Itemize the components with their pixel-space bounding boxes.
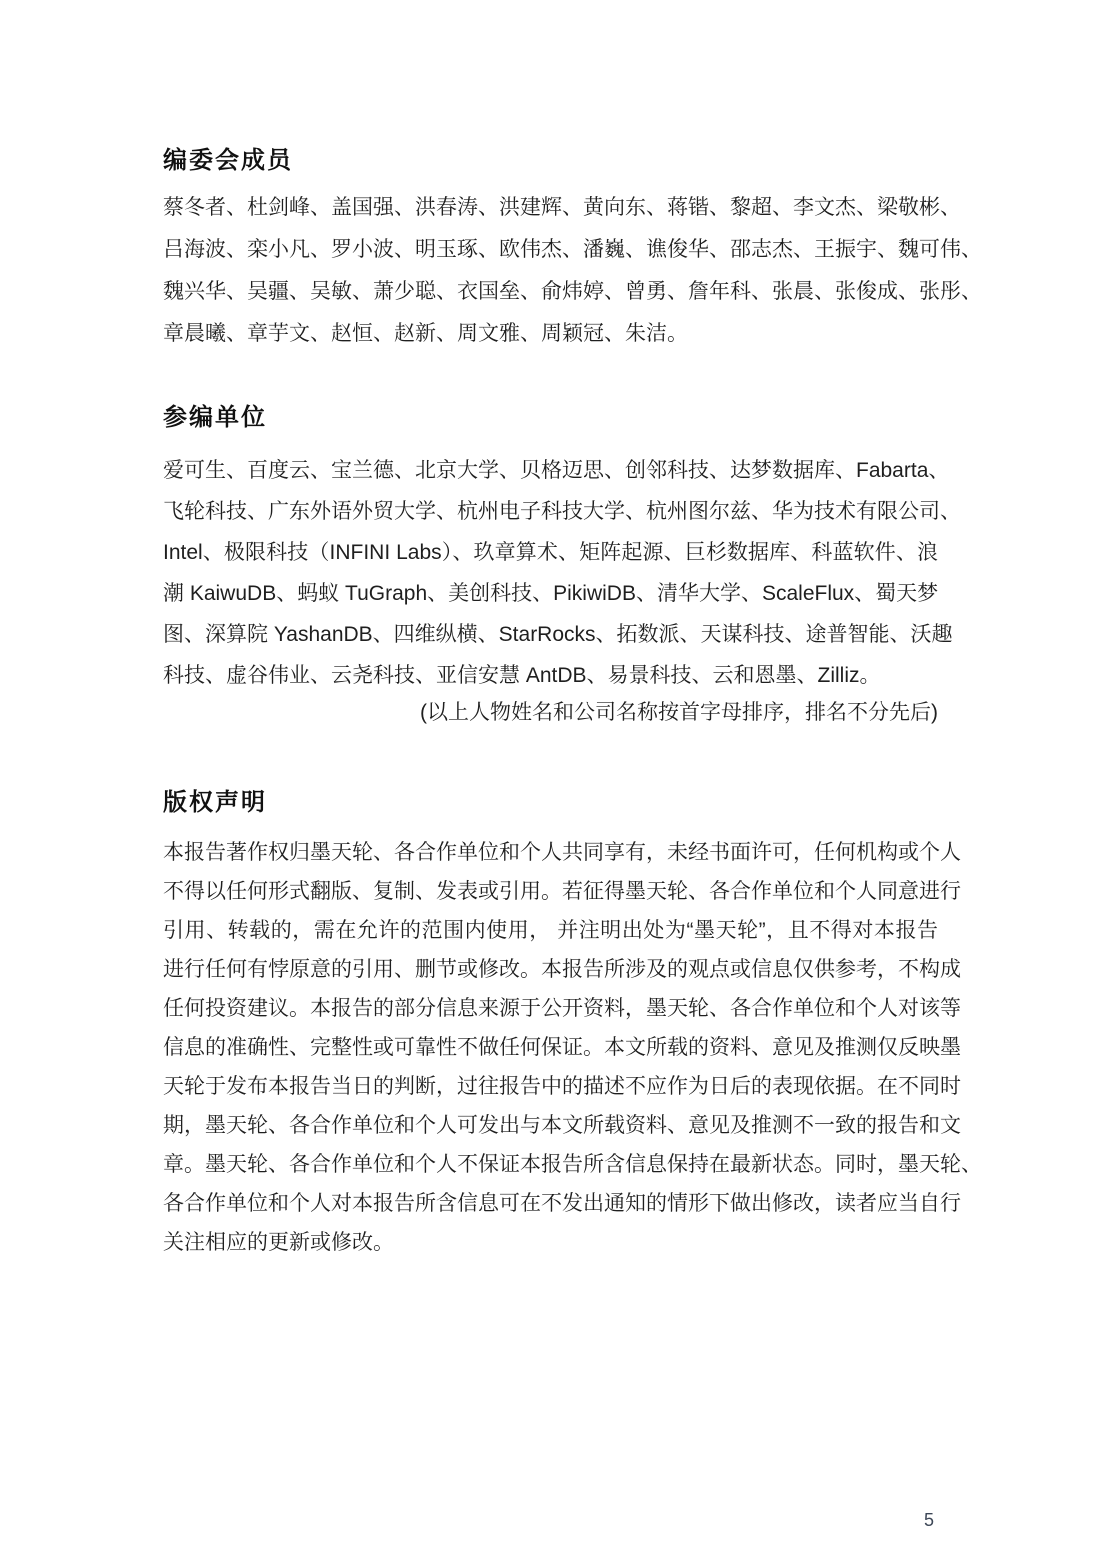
sort-order-note: (以上人物姓名和公司名称按首字母排序，排名不分先后): [420, 701, 938, 724]
text-line: Intel、极限科技（INFINI Labs）、玖章算术、矩阵起源、巨杉数据库、科蓝软件、浪: [163, 541, 938, 564]
participating-orgs-list: [163, 450, 961, 696]
text-line: 图、深算院 YashanDB、四维纵横、StarRocks、拓数派、天谋科技、途普智能、沃趣: [163, 623, 953, 646]
page-content: [163, 0, 982, 1262]
text-line: 不得以任何形式翻版、复制、发表或引用。若征得墨天轮、各合作单位和个人同意进行: [163, 880, 961, 903]
text-line: 科技、虚谷伟业、云尧科技、亚信安慧 AntDB、易景科技、云和恩墨、Zilliz。: [163, 664, 881, 687]
section-heading-editorial-board: 编委会成员: [163, 147, 293, 174]
text-line: 引用、转载的，需在允许的范围内使用， 并注明出处为“墨天轮”，且不得对本报告: [163, 919, 938, 942]
text-line: 飞轮科技、广东外语外贸大学、杭州电子科技大学、杭州图尔兹、华为技术有限公司、: [163, 500, 961, 523]
copyright-statement: [163, 833, 982, 1262]
text-line: 进行任何有悖原意的引用、删节或修改。本报告所涉及的观点或信息仅供参考，不构成: [163, 958, 961, 981]
text-line: 章晨曦、章芋文、赵恒、赵新、周文雅、周颖冠、朱洁。: [163, 322, 688, 345]
text-line: 各合作单位和个人对本报告所含信息可在不发出通知的情形下做出修改，读者应当自行: [163, 1192, 961, 1215]
text-line: 爱可生、百度云、宝兰德、北京大学、贝格迈思、创邻科技、达梦数据库、Fabarta、: [163, 459, 950, 482]
text-line: 本报告著作权归墨天轮、各合作单位和个人共同享有，未经书面许可，任何机构或个人: [163, 841, 961, 864]
text-line: 期，墨天轮、各合作单位和个人可发出与本文所载资料、意见及推测不一致的报告和文: [163, 1114, 961, 1137]
text-line: 蔡冬者、杜剑峰、盖国强、洪春涛、洪建辉、黄向东、蒋锴、黎超、李文杰、梁敬彬、: [163, 196, 961, 219]
page-number: 5: [924, 1510, 935, 1530]
section-heading-participating-orgs: 参编单位: [163, 404, 267, 431]
text-line: 章。墨天轮、各合作单位和个人不保证本报告所含信息保持在最新状态。同时，墨天轮、: [163, 1153, 982, 1176]
editorial-board-names: [163, 187, 982, 355]
text-line: 关注相应的更新或修改。: [163, 1231, 394, 1254]
text-line: 任何投资建议。本报告的部分信息来源于公开资料，墨天轮、各合作单位和个人对该等: [163, 997, 961, 1020]
section-heading-copyright: 版权声明: [163, 789, 267, 816]
text-line: 吕海波、栾小凡、罗小波、明玉琢、欧伟杰、潘巍、谯俊华、邵志杰、王振宇、魏可伟、: [163, 238, 982, 261]
text-line: 天轮于发布本报告当日的判断，过往报告中的描述不应作为日后的表现依据。在不同时: [163, 1075, 961, 1098]
text-line: 潮 KaiwuDB、蚂蚁 TuGraph、美创科技、PikiwiDB、清华大学、ScaleFlux、蜀天梦: [163, 582, 939, 605]
text-line: 信息的准确性、完整性或可靠性不做任何保证。本文所载的资料、意见及推测仅反映墨: [163, 1036, 961, 1059]
text-line: 魏兴华、吴疆、吴敏、萧少聪、衣国垒、俞炜婷、曾勇、詹年科、张晨、张俊成、张彤、: [163, 280, 982, 303]
